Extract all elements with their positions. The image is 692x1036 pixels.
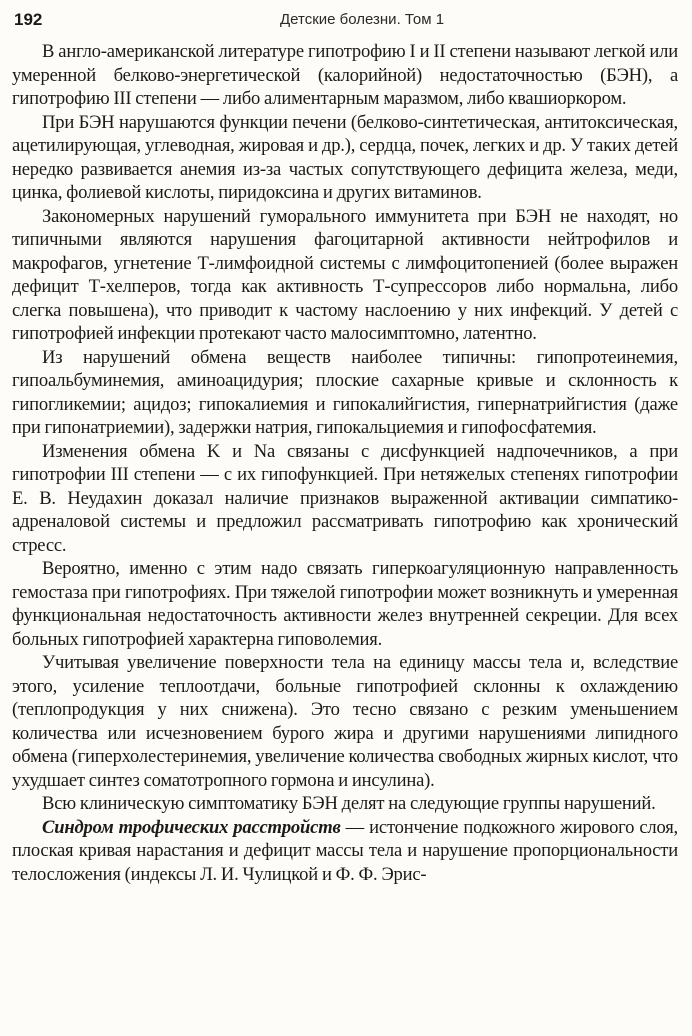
trophic-syndrome-heading: Синдром трофических расстройств: [42, 816, 341, 838]
page-header: [12, 10, 678, 40]
paragraph-symptom-groups: Всю клиническую симптоматику БЭН делят на следующие группы нарушений.: [42, 793, 656, 814]
paragraph-trophic-syndrome: [12, 816, 678, 887]
paragraph-metabolism: Из нарушений обмена веществ наиболее типичны: гипопротеинемия, гипоальбуминемия, аминоацидурия; плоские сахарные кривые и склонность к гипогликемии; ацидоз; гипокалиемия и гипокалийгистия, гипернатрийгистия (даже при гипонатриемии), задержки натрия, гипокальциемия и гипофосфатемия.: [12, 346, 678, 438]
page-number: 192: [14, 10, 43, 29]
trophic-syndrome-text: — истончение подкожного жирового слоя, плоская кривая нарастания и дефицит массы тела и нарушение пропорциональности телосложения (индексы Л. И. Чулицкой и Ф. Ф. Эрис-: [12, 816, 679, 885]
running-title: Детские болезни. Том 1: [280, 11, 445, 28]
paragraph-hemostasis: Вероятно, именно с этим надо связать гиперкоагуляционную направленность гемостаза при гипотрофиях. При тяжелой гипотрофии может возникнуть и умеренная функциональная недостаточность активности желез внутренней секреции. Для всех больных гипотрофией характерна гиповолемия.: [12, 558, 678, 650]
paragraph-immunity: Закономерных нарушений гуморального иммунитета при БЭН не находят, но типичными являются нарушения фагоцитарной активности нейтрофилов и макрофагов, угнетение Т-лимфоидной системы с лимфоцитопенией (более выражен дефицит Т-хелперов, тогда как активность Т-супрессоров либо нормальна, либо слегка повышена), что приводит к частому наслоению у них инфекций. У детей с гипотрофией инфекции протекают часто малосимптомно, латентно.: [12, 205, 678, 344]
paragraph-thermoregulation: Учитывая увеличение поверхности тела на единицу массы тела и, вследствие этого, усиление теплоотдачи, больные гипотрофией склонны к охлаждению (теплопродукция у них снижена). Это тесно связано с резким уменьшением количества или исчезновением бурого жира и другими нарушениями липидного обмена (гиперхолестеринемия, увеличение количества свободных жирных кислот, что ухудшает синтез соматотропного гормона и инсулина).: [12, 652, 678, 791]
paragraph-electrolytes: Изменения обмена K и Na связаны с дисфункцией надпочечников, а при гипотрофии III степени — с их гипофункцией. При нетяжелых степенях гипотрофии Е. В. Неудахин доказал наличие признаков выраженной активации симпатико-адреналовой системы и предложил рассматривать гипотрофию как хронический стресс.: [12, 440, 678, 556]
paragraph-organ-dysfunction: При БЭН нарушаются функции печени (белково-синтетическая, антитоксическая, ацетилирующая, углеводная, жировая и др.), сердца, почек, легких и др. У таких детей нередко развивается анемия из-за частых сопутствующего дефицита железа, меди, цинка, фолиевой кислоты, пиридоксина и других витаминов.: [12, 111, 678, 203]
paragraph-ben-terminology: В англо-американской литературе гипотрофию I и II степени называют легкой или умеренной белково-энергетической (калорийной) недостаточностью (БЭН), а гипотрофию III степени — либо алиментарным маразмом, либо квашиоркором.: [12, 41, 678, 109]
body-text: [12, 40, 678, 886]
